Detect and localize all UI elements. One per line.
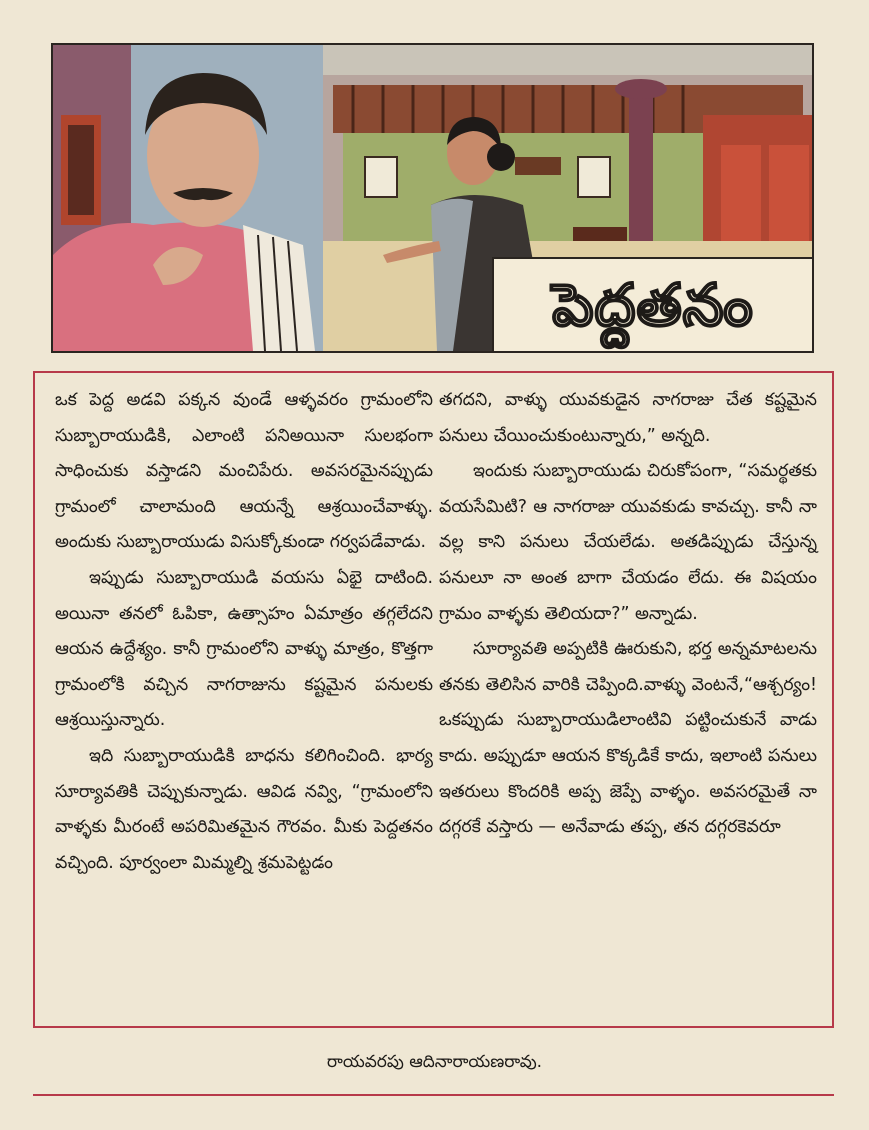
story-title-box bbox=[492, 257, 812, 351]
paragraph: తగదని, వాళ్ళు యువకుడైన నాగరాజు చేత కష్టమైన పనులు చేయించుకుంటున్నారు,” అన్నది. bbox=[439, 390, 817, 446]
paragraph: ఇది సుబ్బారాయుడికి బాధను కలిగించింది. భార్య సూర్యావతికి చెప్పుకున్నాడు. ఆవిడ నవ్వి, “గ్రామంలోని వాళ్ళకు మీరంటే అపరిమితమైన గౌరవం. మీకు పెద్దతనం వచ్చింది. పూర్వంలా మిమ్మల్ని శ్రమపెట్టడం bbox=[55, 745, 433, 873]
paragraph: ఇందుకు సుబ్బారాయుడు చిరుకోపంగా, “సమర్థతకు వయసేమిటి? ఆ నాగరాజు యువకుడు కావచ్చు. కానీ నా వల్ల కాని పనులు చేయలేడు. అతడిప్పుడు చేస్తున్న పనులూ నా అంత బాగా చేయడం లేదు. ఈ విషయం గ్రామం వాళ్ళకు తెలియదా?” అన్నాడు. bbox=[439, 461, 817, 624]
story-title: పెద్దతనం bbox=[552, 271, 754, 339]
bottom-divider bbox=[33, 1094, 834, 1096]
left-column bbox=[55, 383, 433, 881]
paragraph: ఒక పెద్ద అడవి పక్కన వుండే ఆళ్ళవరం గ్రామంలోని సుబ్బారాయుడికి, ఎలాంటి పనిఅయినా సులభంగా సాధించుకు వస్తాడని మంచిపేరు. అవసరమైనప్పుడు గ్రామంలో చాలామంది ఆయన్నే ఆశ్రయించేవాళ్ళు. అందుకు సుబ్బారాయుడు విసుక్కోకుండా గర్వపడేవాడు. bbox=[55, 390, 433, 553]
paragraph: ఇప్పుడు సుబ్బారాయుడి వయసు ఏభై దాటింది. అయినా తనలో ఓపికా, ఉత్సాహం ఏమాత్రం తగ్గలేదని ఆయన ఉద్దేశ్యం. కానీ గ్రామంలోని వాళ్ళు మాత్రం, కొత్తగా గ్రామంలోకి వచ్చిన నాగరాజును కష్టమైన పనులకు ఆశ్రయిస్తున్నారు. bbox=[55, 567, 433, 731]
story-text-frame bbox=[33, 371, 834, 1028]
author-credit: రాయవరపు ఆదినారాయణరావు. bbox=[326, 1052, 543, 1072]
right-column bbox=[439, 383, 817, 846]
paragraph: సూర్యావతి అప్పటికి ఊరుకుని, భర్త అన్నమాటలను తనకు తెలిసిన వారికి చెప్పింది.వాళ్ళు వెంటనే,“ఆశ్చర్యం! ఒకప్పుడు సుబ్బారాయుడిలాంటివి పట్టించుకునే వాడు కాదు. అప్పుడూ ఆయన కొక్కడికే కాదు, ఇలాంటి పనులు ఇతరులు కొందరికి అప్ప జెప్పే వాళ్ళం. అవసరమైతే నా దగ్గరకే వస్తారు — అనేవాడు తప్ప, తన దగ్గరకెవరూ bbox=[439, 639, 817, 838]
story-illustration bbox=[51, 43, 814, 353]
